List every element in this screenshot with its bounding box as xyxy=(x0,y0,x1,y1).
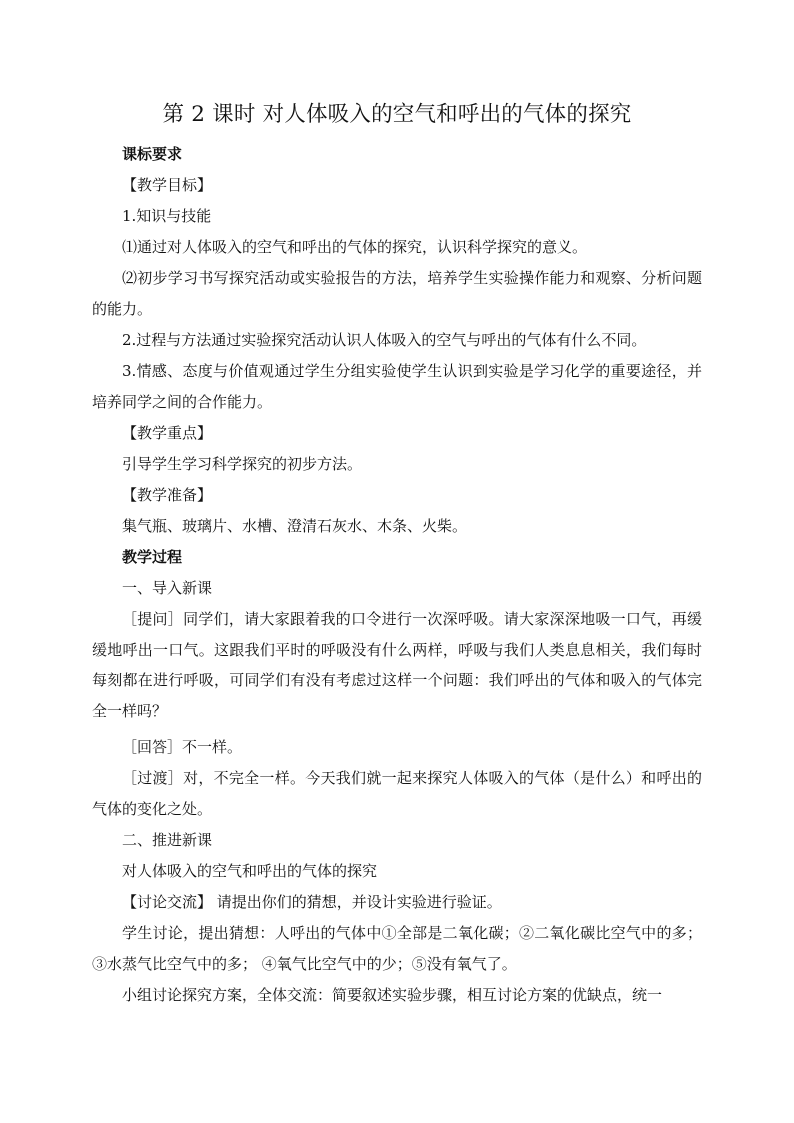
goal-item-2: ⑵初步学习书写探究活动或实验报告的方法，培养学生实验操作能力和观察、分析问题的能力。 xyxy=(92,269,702,318)
page-title: 第 2 课时 对人体吸入的空气和呼出的气体的探究 xyxy=(162,102,632,127)
heading-teaching-prep: 【教学准备】 xyxy=(122,486,213,504)
hypothesis-paragraph: 学生讨论，提出猜想：人呼出的气体中①全部是二氧化碳；②二氧化碳比空气中的多；③水蒸气比空气中的多； ④氧气比空气中的少；⑤没有氧气了。 xyxy=(92,924,702,973)
heading-intro: 一、导入新课 xyxy=(122,579,213,597)
question-paragraph: ［提问］同学们，请大家跟着我的口令进行一次深呼吸。请大家深深地吸一口气，再缓缓地呼出一口气。这跟我们平时的呼吸没有什么两样，呼吸与我们人类息息相关，我们每时每刻都在进行呼吸，可同学们有没有考虑过这样一个问题：我们呼出的气体和吸入的气体完全一样吗？ xyxy=(92,610,702,720)
goal-item-1: ⑴通过对人体吸入的空气和呼出的气体的探究，认识科学探究的意义。 xyxy=(122,238,588,256)
teaching-focus-text: 引导学生学习科学探究的初步方法。 xyxy=(122,455,363,473)
goal-emotion-attitude: 3.情感、态度与价值观通过学生分组实验使学生认识到实验是学习化学的重要途径，并培养同学之间的合作能力。 xyxy=(92,362,702,411)
heading-teaching-focus: 【教学重点】 xyxy=(122,424,213,442)
answer-paragraph: ［回答］不一样。 xyxy=(122,738,243,756)
goal-process-method: 2.过程与方法通过实验探究活动认识人体吸入的空气与呼出的气体有什么不同。 xyxy=(122,331,647,349)
discussion-paragraph: 【讨论交流】 请提出你们的猜想，并设计实验进行验证。 xyxy=(122,893,502,911)
teaching-prep-text: 集气瓶、玻璃片、水槽、澄清石灰水、木条、火柴。 xyxy=(122,517,468,535)
heading-new-lesson: 二、推进新课 xyxy=(122,831,213,849)
heading-teaching-goals: 【教学目标】 xyxy=(122,176,213,194)
inquiry-topic: 对人体吸入的空气和呼出的气体的探究 xyxy=(122,862,378,880)
transition-paragraph: ［过渡］对，不完全一样。今天我们就一起来探究人体吸入的气体（是什么）和呼出的气体的变化之处。 xyxy=(92,769,702,818)
section-heading-curriculum: 课标要求 xyxy=(122,145,183,163)
group-discussion-paragraph: 小组讨论探究方案，全体交流：简要叙述实验步骤，相互讨论方案的优缺点，统一 xyxy=(122,986,663,1004)
subheading-knowledge-skills: 1.知识与技能 xyxy=(122,207,212,225)
section-heading-process: 教学过程 xyxy=(122,548,183,566)
